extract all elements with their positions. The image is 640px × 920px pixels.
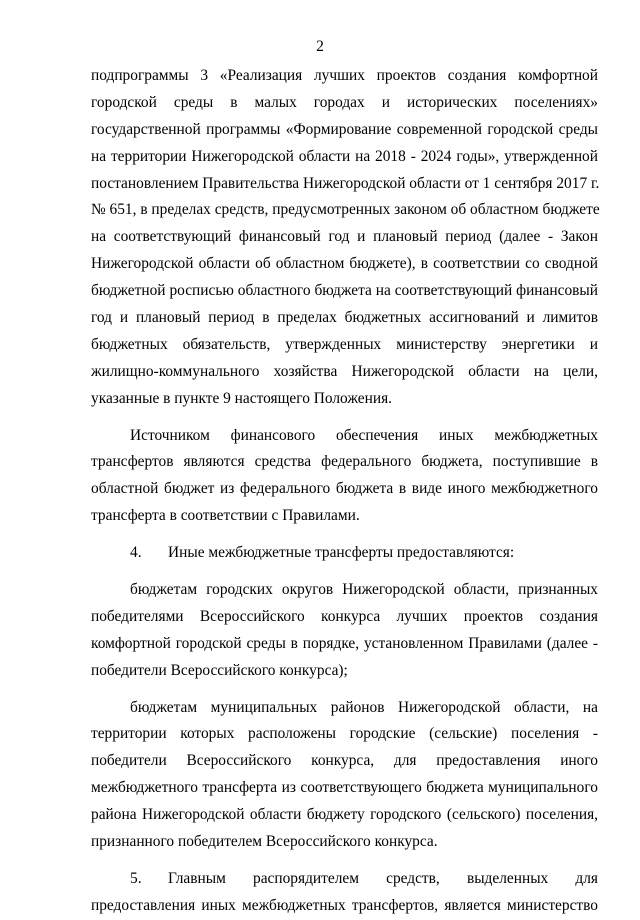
text-line: победителями Всероссийского конкурса лучших проектов создания <box>91 607 598 625</box>
text-line: района Нижегородской области бюджету городского (сельского) поселения, <box>91 806 598 824</box>
text-line: государственной программы «Формирование современной городской среды <box>91 120 598 138</box>
paragraph-municipal-districts <box>91 695 598 856</box>
text-line: Источником финансового обеспечения иных межбюджетных <box>130 426 598 444</box>
text-line: предоставления иных межбюджетных трансфертов, является министерство <box>91 896 598 914</box>
text-line: Нижегородской области об областном бюджете), в соответствии со сводной <box>91 255 598 273</box>
text-line <box>91 540 598 567</box>
text-line: победители Всероссийского конкурса); <box>91 661 348 679</box>
text-line: городской среды в малых городах и исторических поселениях» <box>91 93 598 111</box>
clause-text: Главным распорядителем средств, выделенных для <box>168 869 598 887</box>
clause-number: 5. <box>130 869 142 887</box>
text-line: жилищно-коммунального хозяйства Нижегородской области на цели, <box>91 362 598 380</box>
text-line: победители Всероссийского конкурса, для предоставления иного <box>91 752 598 770</box>
clause-4 <box>91 540 598 567</box>
text-line: № 651, в пределах средств, предусмотренных законом об областном бюджете <box>91 201 600 219</box>
text-line: постановлением Правительства Нижегородской области от 1 сентября 2017 г. <box>91 174 600 192</box>
paragraph-city-districts <box>91 577 598 685</box>
text-line: бюджетной росписью областного бюджета на соответствующий финансовый <box>91 282 598 300</box>
body-text <box>91 63 598 920</box>
clause-5 <box>91 866 598 920</box>
text-line: бюджетам муниципальных районов Нижегородской области, на <box>130 698 598 716</box>
text-line: указанные в пункте 9 настоящего Положения. <box>91 389 392 407</box>
clause-number: 4. <box>130 544 142 562</box>
text-line <box>91 866 598 893</box>
text-line: подпрограммы 3 «Реализация лучших проектов создания комфортной <box>91 67 598 84</box>
text-line: признанного победителем Всероссийского конкурса. <box>91 833 438 851</box>
text-line: год и плановый период в пределах бюджетных ассигнований и лимитов <box>91 309 598 327</box>
clause-text: Иные межбюджетные трансферты предоставляются: <box>168 544 515 562</box>
text-line: межбюджетного трансферта из соответствующего бюджета муниципального <box>91 779 598 797</box>
paragraph-funding-source <box>91 423 598 531</box>
text-line: трансферта в соответствии с Правилами. <box>91 507 360 525</box>
text-line: на соответствующий финансовый год и плановый период (далее - Закон <box>91 228 598 246</box>
paragraph-program-reference <box>91 63 598 413</box>
text-line: областной бюджет из федерального бюджета в виде иного межбюджетного <box>91 480 598 498</box>
text-line: на территории Нижегородской области на 2018 - 2024 годы», утвержденной <box>91 147 598 165</box>
text-line: бюджетам городских округов Нижегородской области, признанных <box>130 581 598 599</box>
text-line: территории которых расположены городские (сельские) поселения - <box>91 725 598 743</box>
page-number: 2 <box>316 38 324 55</box>
text-line: комфортной городской среды в порядке, установленном Правилами (далее - <box>91 634 598 652</box>
text-line: бюджетных обязательств, утвержденных министерству энергетики и <box>91 335 598 353</box>
text-line: трансфертов являются средства федерального бюджета, поступившие в <box>91 453 598 471</box>
